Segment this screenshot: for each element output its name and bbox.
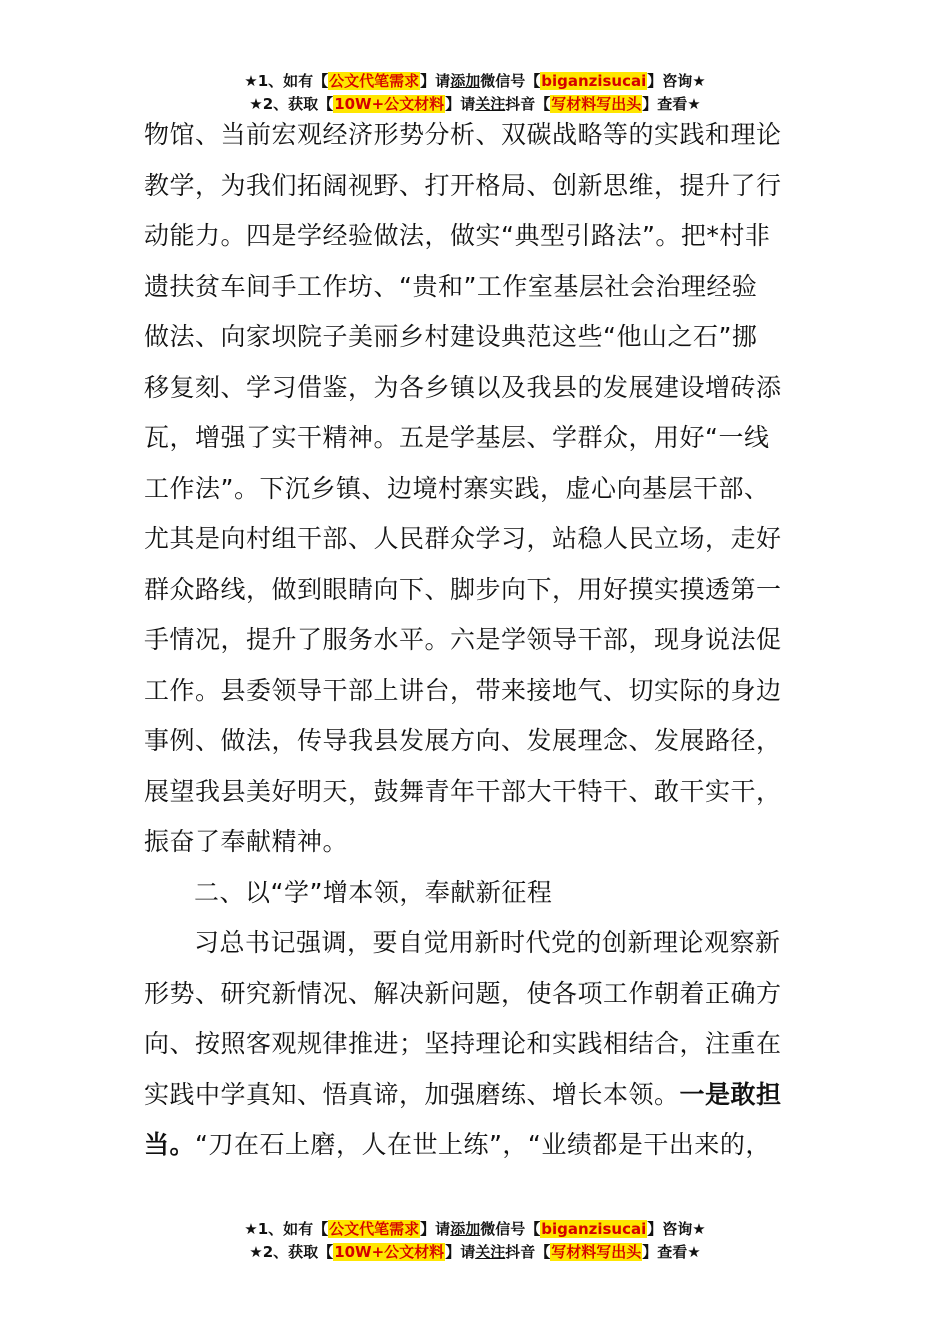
bold-run: 当。 — [144, 1130, 196, 1159]
text-line: 物馆、当前宏观经济形势分析、双碳战略等的实践和理论 — [144, 120, 782, 149]
banner-text: 】请 — [420, 1220, 451, 1238]
banner-highlight: 公文代笔需求 — [329, 1220, 420, 1238]
banner-text: ★2、获取【 — [249, 95, 334, 113]
section-heading: 二、以“学”增本领，奉献新征程 — [194, 877, 553, 907]
text-line: 形势、研究新情况、解决新问题，使各项工作朝着正确方 — [144, 978, 782, 1008]
banner-highlight: 10W+公文材料 — [334, 95, 445, 113]
banner-text: ★1、如有【 — [244, 72, 329, 90]
banner-text: 抖音【 — [505, 95, 551, 113]
banner-text: 】请 — [445, 95, 476, 113]
banner-text: 】查看★ — [642, 95, 701, 113]
text-line: 遗扶贫车间手工作坊、“贵和”工作室基层社会治理经验 — [144, 271, 758, 301]
text-line: 展望我县美好明天，鼓舞青年干部大干特干、敢干实干， — [144, 776, 782, 806]
banner-underline: 关注 — [475, 95, 506, 113]
banner-line-1 — [0, 1218, 950, 1241]
banner-underline: 关注 — [475, 1243, 506, 1261]
text-line: 工作法”。下沉乡镇、边境村寨实践，虚心向基层干部、 — [144, 473, 770, 503]
banner-highlight: biganzisucai — [541, 72, 647, 90]
banner-text: 】咨询★ — [647, 1220, 706, 1238]
text-line: 做法、向家坝院子美丽乡村建设典范这些“他山之石”挪 — [144, 322, 758, 351]
text-line — [144, 1070, 834, 1121]
banner-text: 抖音【 — [505, 1243, 551, 1261]
text-run: 实践中学真知、悟真谛，加强磨练、增长本领。 — [144, 1079, 680, 1109]
banner-highlight: 10W+公文材料 — [334, 1243, 445, 1261]
banner-text: 】请 — [445, 1243, 476, 1261]
text-line: 瓦，增强了实干精神。五是学基层、学群众，用好“一线 — [144, 423, 770, 452]
text-line: 振奋了奉献精神。 — [144, 827, 349, 856]
banner-underline: 添加 — [450, 72, 481, 90]
banner-line-1 — [0, 70, 950, 93]
text-line: 动能力。四是学经验做法，做实“典型引路法”。把*村非 — [144, 221, 771, 250]
banner-text: 微信号【 — [480, 1220, 541, 1238]
banner-text: 微信号【 — [480, 72, 541, 90]
text-line: 习总书记强调，要自觉用新时代党的创新理论观察新 — [194, 928, 781, 957]
banner-text: ★2、获取【 — [249, 1243, 334, 1261]
text-line: 群众路线，做到眼睛向下、脚步向下，用好摸实摸透第一 — [144, 574, 782, 604]
text-line: 事例、做法，传导我县发展方向、发展理念、发展路径， — [144, 726, 782, 755]
banner-line-2 — [0, 1241, 950, 1264]
text-line: 工作。县委领导干部上讲台，带来接地气、切实际的身边 — [144, 675, 782, 705]
text-line: 移复刻、学习借鉴，为各乡镇以及我县的发展建设增砖添 — [144, 372, 782, 402]
banner-text: 】请 — [420, 72, 451, 90]
banner-text: ★1、如有【 — [244, 1220, 329, 1238]
text-line — [144, 1120, 834, 1171]
text-line: 向、按照客观规律推进；坚持理论和实践相结合，注重在 — [144, 1029, 782, 1058]
footer-banner — [0, 1218, 950, 1264]
text-line: 尤其是向村组干部、人民群众学习，站稳人民立场，走好 — [144, 524, 782, 553]
bold-run: 一是敢担 — [679, 1079, 782, 1109]
banner-highlight: 写材料写出头 — [551, 1243, 642, 1261]
text-line: 教学，为我们拓阔视野、打开格局、创新思维，提升了行 — [144, 170, 782, 200]
banner-underline: 添加 — [450, 1220, 481, 1238]
banner-highlight: biganzisucai — [541, 1220, 647, 1238]
banner-highlight: 公文代笔需求 — [329, 72, 420, 90]
banner-text: 】咨询★ — [647, 72, 706, 90]
text-line: 手情况，提升了服务水平。六是学领导干部，现身说法促 — [144, 625, 782, 654]
text-run: “刀在石上磨，人在世上练”，“业绩都是干出来的， — [195, 1130, 771, 1159]
banner-text: 】查看★ — [642, 1243, 701, 1261]
document-body — [144, 110, 834, 1171]
banner-highlight: 写材料写出头 — [551, 95, 642, 113]
